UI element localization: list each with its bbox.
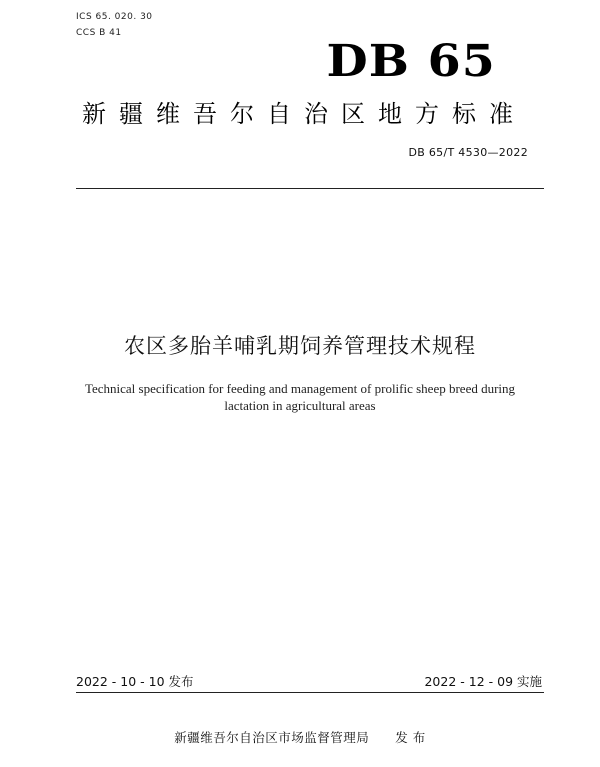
standard-number: DB 65/T 4530—2022 <box>408 146 528 159</box>
issuing-authority: 新疆维吾尔自治区市场监督管理局 发 布 <box>174 730 426 745</box>
header-divider <box>76 188 544 189</box>
footer-divider <box>76 692 544 693</box>
publish-date: 2022 - 10 - 10 发布 <box>76 674 194 689</box>
implement-date: 2022 - 12 - 09 实施 <box>424 674 542 689</box>
document-title-en <box>60 380 540 414</box>
document-title-en-line2: lactation in agricultural areas <box>224 398 376 413</box>
ics-code: ICS 65. 020. 30 <box>76 12 153 22</box>
document-title-en-line1: Technical specification for feeding and management of prolific sheep breed during <box>84 381 516 396</box>
document-title-zh: 农区多胎羊哺乳期饲养管理技术规程 <box>124 334 476 358</box>
standard-category-title: 新疆维吾尔自治区地方标准 <box>82 100 526 128</box>
db-logo: DB 65 <box>326 36 496 87</box>
ccs-code: CCS B 41 <box>76 28 122 38</box>
